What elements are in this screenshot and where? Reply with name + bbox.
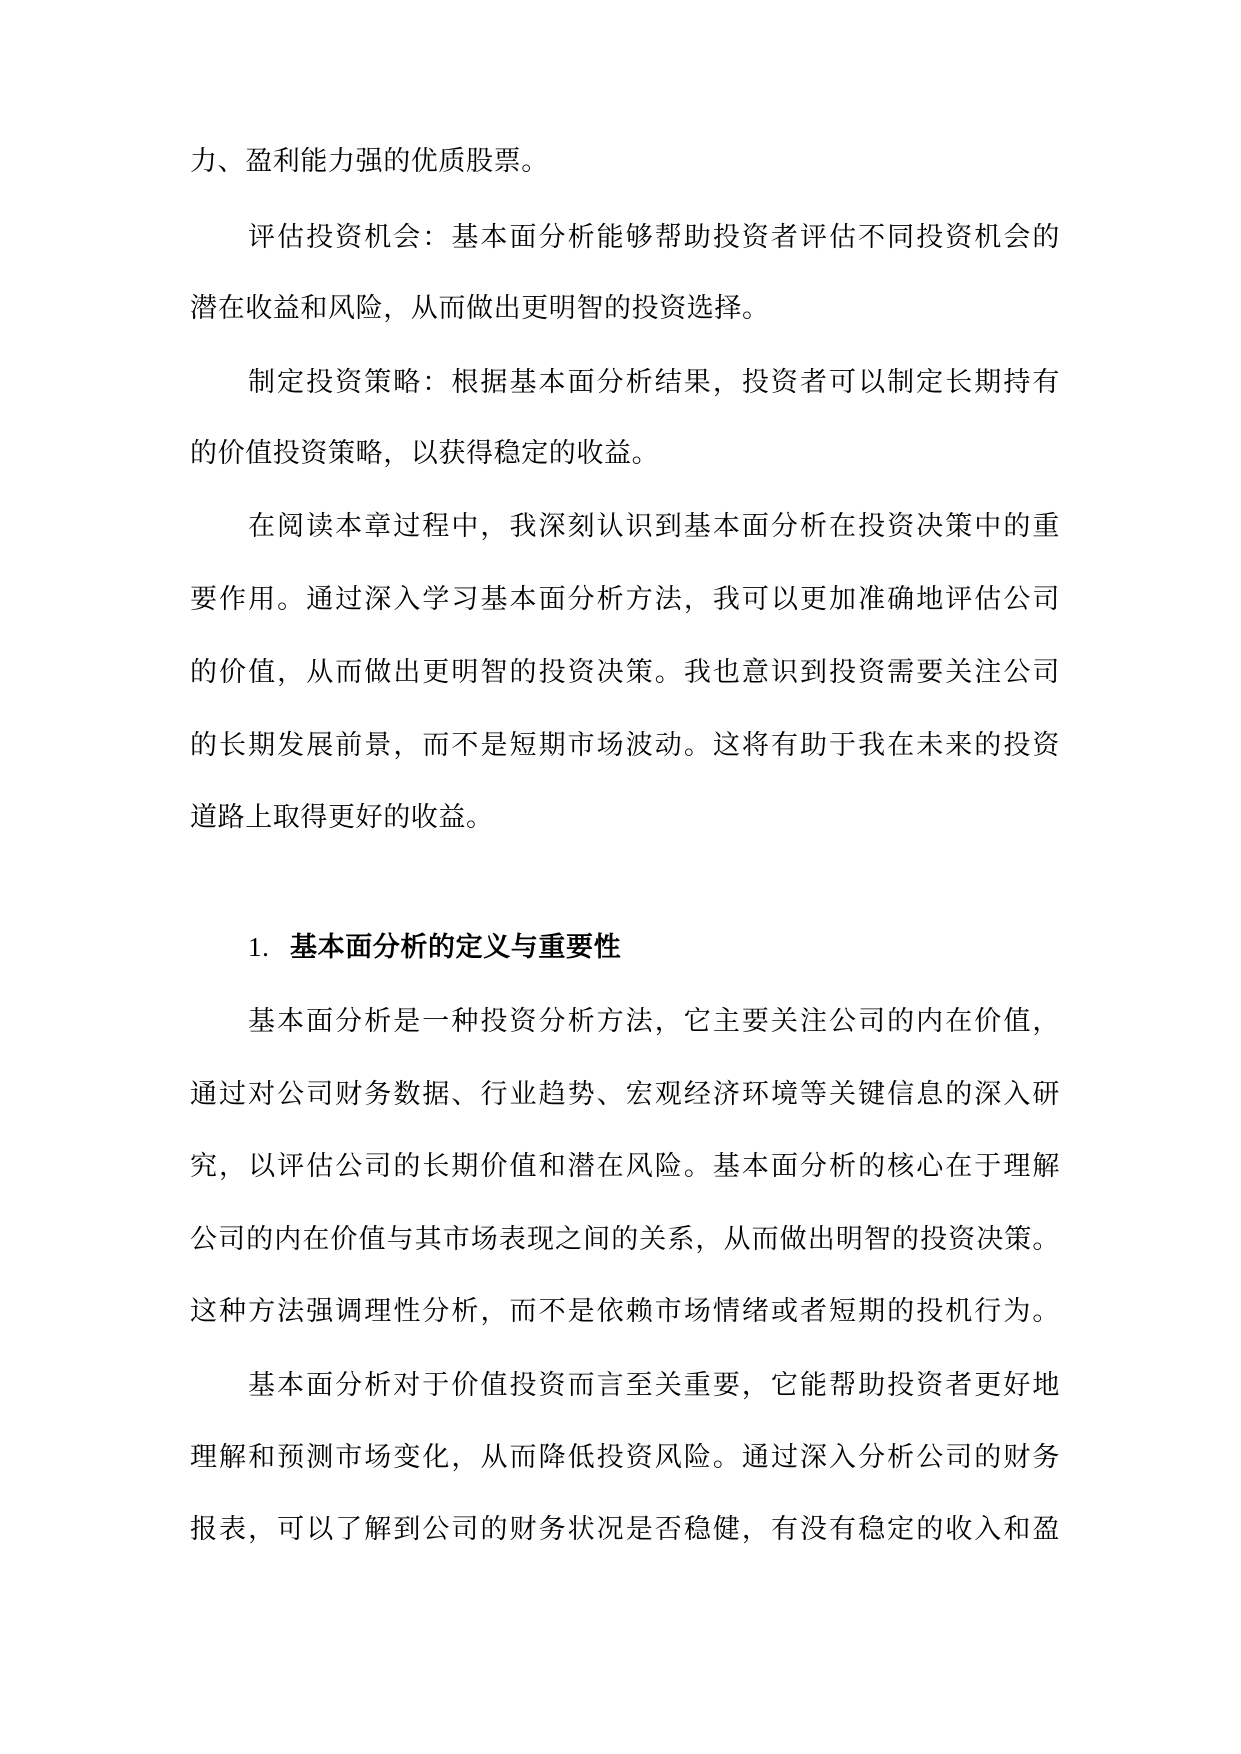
section-heading-title: 基本面分析的定义与重要性 <box>290 932 622 963</box>
paragraph-line: 要作用。通过深入学习基本面分析方法，我可以更加准确地评估公司 <box>190 584 1060 615</box>
paragraph-line: 基本面分析对于价值投资而言至关重要，它能帮助投资者更好地 <box>248 1370 1060 1401</box>
paragraph-line: 评估投资机会：基本面分析能够帮助投资者评估不同投资机会的 <box>248 222 1060 253</box>
paragraph-line: 究，以评估公司的长期价值和潜在风险。基本面分析的核心在于理解 <box>190 1151 1060 1182</box>
paragraph-line: 这种方法强调理性分析，而不是依赖市场情绪或者短期的投机行为。 <box>190 1296 1060 1327</box>
paragraph-line: 基本面分析是一种投资分析方法，它主要关注公司的内在价值， <box>248 1006 1060 1037</box>
paragraph-line: 理解和预测市场变化，从而降低投资风险。通过深入分析公司的财务 <box>190 1442 1060 1473</box>
paragraph-line: 公司的内在价值与其市场表现之间的关系，从而做出明智的投资决策。 <box>190 1224 1060 1255</box>
paragraph-line: 通过对公司财务数据、行业趋势、宏观经济环境等关键信息的深入研 <box>190 1079 1060 1110</box>
paragraph-line: 的长期发展前景，而不是短期市场波动。这将有助于我在未来的投资 <box>190 730 1060 761</box>
paragraph-line: 制定投资策略：根据基本面分析结果，投资者可以制定长期持有 <box>248 367 1060 398</box>
paragraph-line: 报表，可以了解到公司的财务状况是否稳健，有没有稳定的收入和盈 <box>190 1514 1060 1545</box>
paragraph-line: 在阅读本章过程中，我深刻认识到基本面分析在投资决策中的重 <box>248 511 1060 542</box>
paragraph-line: 潜在收益和风险，从而做出更明智的投资选择。 <box>190 293 770 324</box>
paragraph-line: 的价值，从而做出更明智的投资决策。我也意识到投资需要关注公司 <box>190 657 1060 688</box>
section-heading <box>248 927 621 967</box>
section-heading-number: 1. <box>248 932 270 962</box>
paragraph-line: 道路上取得更好的收益。 <box>190 802 494 833</box>
paragraph-line: 力、盈利能力强的优质股票。 <box>190 146 549 177</box>
paragraph-line: 的价值投资策略，以获得稳定的收益。 <box>190 438 660 469</box>
